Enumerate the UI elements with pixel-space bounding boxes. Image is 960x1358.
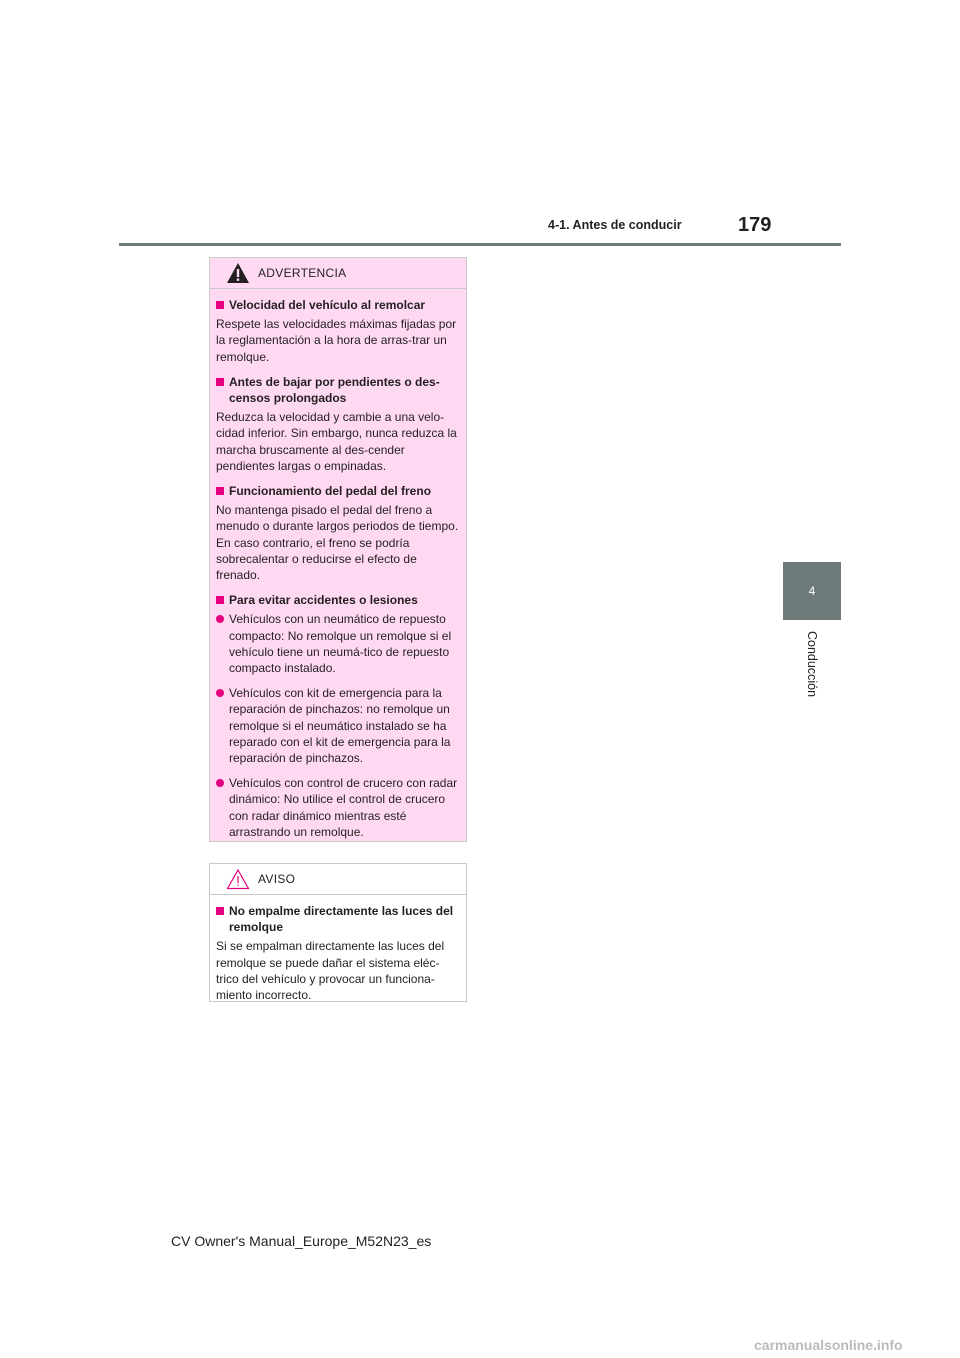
caution-triangle-outline-icon — [226, 868, 250, 890]
notice-box-title: AVISO — [258, 872, 296, 886]
chapter-label: Conducción — [805, 631, 819, 698]
section-title: No empalme directamente las luces del remolque — [216, 903, 460, 935]
list-item: Vehículos con un neumático de repuesto compacto: No remolque un remolque si el vehículo tiene un neumá-tico de repuesto compacto instalado. — [216, 611, 460, 676]
section-text: No mantenga pisado el pedal del freno a menudo o durante largos periodos de tiempo. En caso contrario, el freno se podría sobrecalentar o reducirse el efecto de frenado. — [216, 503, 459, 583]
notice-box — [209, 863, 467, 1002]
section-text: Si se empalman directamente las luces del remolque se puede dañar el sistema eléc-trico del vehículo y provocar un funciona-miento incorrecto. — [216, 939, 445, 1003]
list-item: Vehículos con control de crucero con radar dinámico: No utilice el control de crucero con radar dinámico mientras esté arrastrando un remolque. — [216, 775, 460, 840]
notice-box-body — [210, 895, 466, 1003]
square-bullet-icon — [216, 301, 224, 309]
section-text: Respete las velocidades máximas fijadas por la reglamentación a la hora de arras-trar un remolque. — [216, 317, 457, 364]
header-rule — [119, 243, 841, 246]
warning-box-body — [210, 289, 466, 840]
section-title: Funcionamiento del pedal del freno — [216, 483, 460, 499]
warning-box-title: ADVERTENCIA — [258, 266, 347, 280]
round-bullet-icon — [216, 615, 224, 623]
header-section-title: 4-1. Antes de conducir — [548, 218, 682, 232]
warning-box-header — [210, 258, 466, 289]
warning-triangle-icon — [226, 262, 250, 284]
section-text: Reduzca la velocidad y cambie a una velo-cidad inferior. Sin embargo, nunca reduzca la marcha bruscamente al des-cender pendientes largas o empinadas. — [216, 410, 457, 473]
square-bullet-icon — [216, 378, 224, 386]
round-bullet-icon — [216, 779, 224, 787]
square-bullet-icon — [216, 907, 224, 915]
warning-box — [209, 257, 467, 842]
list-item: Vehículos con kit de emergencia para la reparación de pinchazos: no remolque un remolque si el neumático instalado se ha reparado con el kit de emergencia para la reparación de pinchazos. — [216, 685, 460, 766]
square-bullet-icon — [216, 487, 224, 495]
round-bullet-icon — [216, 689, 224, 697]
section-title: Para evitar accidentes o lesiones — [216, 592, 460, 608]
manual-id: CV Owner's Manual_Europe_M52N23_es — [171, 1233, 432, 1249]
notice-box-header — [210, 864, 466, 895]
page-number: 179 — [738, 214, 772, 236]
square-bullet-icon — [216, 596, 224, 604]
section-title: Velocidad del vehículo al remolcar — [216, 297, 460, 313]
chapter-tab: 4 — [783, 562, 841, 620]
section-title: Antes de bajar por pendientes o des-censos prolongados — [216, 374, 460, 406]
watermark: carmanualsonline.info — [754, 1337, 903, 1353]
